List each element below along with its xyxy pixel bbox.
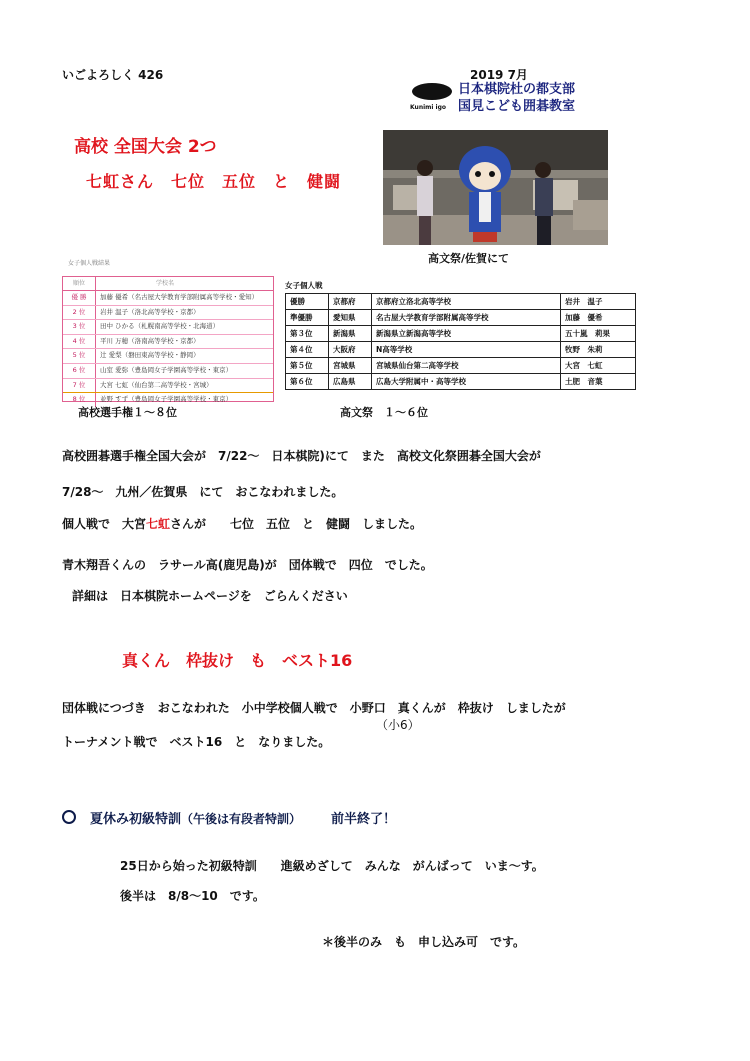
bunka-results-caption: 高文祭 １～６位 bbox=[340, 406, 428, 419]
issue-label: いごよろしく 426 bbox=[62, 68, 164, 82]
name-cell: 辻 愛梨（磐田東高等学校・静岡） bbox=[100, 351, 200, 360]
rank-cell: 7 位 bbox=[63, 379, 96, 393]
p3-post: さんが 七位 五位 と 健闘 しました。 bbox=[170, 517, 423, 531]
table-row bbox=[63, 335, 273, 350]
school-cell: 広島大学附属中・高等学校 bbox=[372, 374, 561, 390]
name-cell: 田中 ひかる（札幌南高等学校・北海道） bbox=[100, 322, 220, 331]
name-cell: 山室 愛弥（豊島岡女子学園高等学校・東京） bbox=[100, 365, 233, 374]
pref-cell: 愛知県 bbox=[329, 310, 372, 326]
table-row bbox=[63, 291, 273, 306]
headline-nanako: 七虹さん 七位 五位 と 健闘 bbox=[86, 172, 342, 191]
org-line-1: 日本棋院杜の都支部 bbox=[458, 82, 576, 97]
logo-icon bbox=[412, 83, 452, 100]
paragraph-training-start: 25日から始った初級特訓 進級めざして みんな がんばって いま～す。 bbox=[120, 859, 544, 873]
paragraph-details: 詳細は 日本棋院ホームページを ごらんください bbox=[72, 589, 348, 603]
table-row bbox=[63, 364, 273, 379]
school-cell: N高等学校 bbox=[372, 342, 561, 358]
paragraph-signup-note: ＊後半のみ も 申し込み可 です。 bbox=[322, 935, 526, 949]
rank-cell: 第４位 bbox=[286, 342, 329, 358]
player-cell: 五十嵐 莉果 bbox=[561, 326, 636, 342]
hs-results-caption: 高校選手権１～８位 bbox=[78, 406, 177, 419]
grade-note: （小6） bbox=[376, 718, 420, 732]
date-label: 2019 7月 bbox=[470, 68, 528, 82]
rank-cell: 第３位 bbox=[286, 326, 329, 342]
player-cell: 大宮 七虹 bbox=[561, 358, 636, 374]
pref-cell: 広島県 bbox=[329, 374, 372, 390]
rank-cell: 6 位 bbox=[63, 364, 96, 378]
hs-col-school: 学校名 bbox=[156, 280, 175, 287]
org-name bbox=[458, 81, 575, 115]
paragraph-tournaments: 高校囲碁選手権全国大会が 7/22～ 日本棋院)にて また 高校文化祭囲碁全国大会が bbox=[62, 449, 541, 463]
name-cell: 加藤 優希（名古屋大学教育学部附属高等学校・愛知） bbox=[100, 293, 259, 301]
name-cell: 平川 万穂（洛南高等学校・京都） bbox=[100, 336, 200, 345]
circle-bullet-icon bbox=[62, 810, 76, 824]
table-row bbox=[63, 306, 273, 321]
rank-cell: 準優勝 bbox=[286, 310, 329, 326]
hs-col-rank: 順位 bbox=[63, 277, 96, 290]
section-finish: 前半終了！ bbox=[331, 812, 397, 827]
hs-results-header bbox=[63, 277, 273, 291]
school-cell: 京都府立洛北高等学校 bbox=[372, 294, 561, 310]
table-row bbox=[286, 310, 636, 326]
paragraph-makoto: 団体戦につづき おこなわれた 小中学校個人戦で 小野口 真くんが 枠抜け しましたが bbox=[62, 701, 566, 715]
section-title: 夏休み初級特訓 bbox=[90, 812, 182, 827]
pref-cell: 京都府 bbox=[329, 294, 372, 310]
pref-cell: 大阪府 bbox=[329, 342, 372, 358]
school-cell: 名古屋大学教育学部附属高等学校 bbox=[372, 310, 561, 326]
paragraph-nanako bbox=[62, 515, 422, 532]
headline-national: 高校 全国大会 2つ bbox=[74, 137, 217, 157]
table-row bbox=[286, 374, 636, 390]
hs-results-table bbox=[62, 276, 274, 402]
paragraph-aoki: 青木翔吾くんの ラサール高(鹿児島)が 団体戦で 四位 でした。 bbox=[62, 558, 433, 572]
table-row bbox=[286, 358, 636, 374]
section-summer-training bbox=[62, 808, 396, 827]
name-cell: 岩井 温子（洛北高等学校・京都） bbox=[100, 307, 200, 316]
rank-cell: 第５位 bbox=[286, 358, 329, 374]
paragraph-second-half: 後半は 8/8～10 です。 bbox=[120, 889, 265, 903]
name-cell: 大宮 七虹（仙台第二高等学校・宮城） bbox=[100, 380, 213, 389]
rank-cell: 4 位 bbox=[63, 335, 96, 349]
rank-cell: 2 位 bbox=[63, 306, 96, 320]
table-row bbox=[63, 320, 273, 335]
p3-highlight-name: 七虹 bbox=[146, 517, 171, 531]
player-cell: 加藤 優希 bbox=[561, 310, 636, 326]
paragraph-best16: トーナメント戦で ベスト16 と なりました。 bbox=[62, 735, 331, 749]
rank-cell: 優 勝 bbox=[63, 291, 96, 305]
paragraph-tournaments-2: 7/28～ 九州／佐賀県 にて おこなわれました。 bbox=[62, 485, 344, 499]
player-cell: 土肥 音葉 bbox=[561, 374, 636, 390]
p3-pre: 個人戦で 大宮 bbox=[62, 517, 147, 531]
event-photo bbox=[383, 130, 608, 245]
school-cell: 宮城県仙台第二高等学校 bbox=[372, 358, 561, 374]
rank-cell: 第６位 bbox=[286, 374, 329, 390]
rank-cell: 3 位 bbox=[63, 320, 96, 334]
hs-results-small-caption: 女子個人戦結果 bbox=[68, 260, 111, 267]
photo-caption: 高文祭/佐賀にて bbox=[428, 252, 510, 265]
table-row bbox=[286, 342, 636, 358]
rank-cell: 5 位 bbox=[63, 349, 96, 363]
player-cell: 岩井 温子 bbox=[561, 294, 636, 310]
table-row bbox=[286, 326, 636, 342]
rank-cell: 8 位 bbox=[63, 393, 96, 407]
headline-makoto: 真くん 枠抜け も ベスト16 bbox=[122, 651, 353, 670]
name-cell: 並野 すず（豊島岡女子学園高等学校・東京） bbox=[100, 395, 233, 404]
bunka-table-title: 女子個人戦 bbox=[285, 281, 323, 290]
section-subtitle: （午後は有段者特訓） bbox=[181, 812, 302, 826]
school-cell: 新潟県立新潟高等学校 bbox=[372, 326, 561, 342]
pref-cell: 新潟県 bbox=[329, 326, 372, 342]
pref-cell: 宮城県 bbox=[329, 358, 372, 374]
table-row bbox=[63, 379, 273, 394]
logo-text: Kunimi igo bbox=[410, 104, 447, 111]
table-row bbox=[63, 349, 273, 364]
bunka-results-table bbox=[285, 293, 636, 390]
table-row bbox=[286, 294, 636, 310]
org-line-2: 国見こども囲碁教室 bbox=[458, 99, 576, 114]
player-cell: 牧野 朱莉 bbox=[561, 342, 636, 358]
rank-cell: 優勝 bbox=[286, 294, 329, 310]
